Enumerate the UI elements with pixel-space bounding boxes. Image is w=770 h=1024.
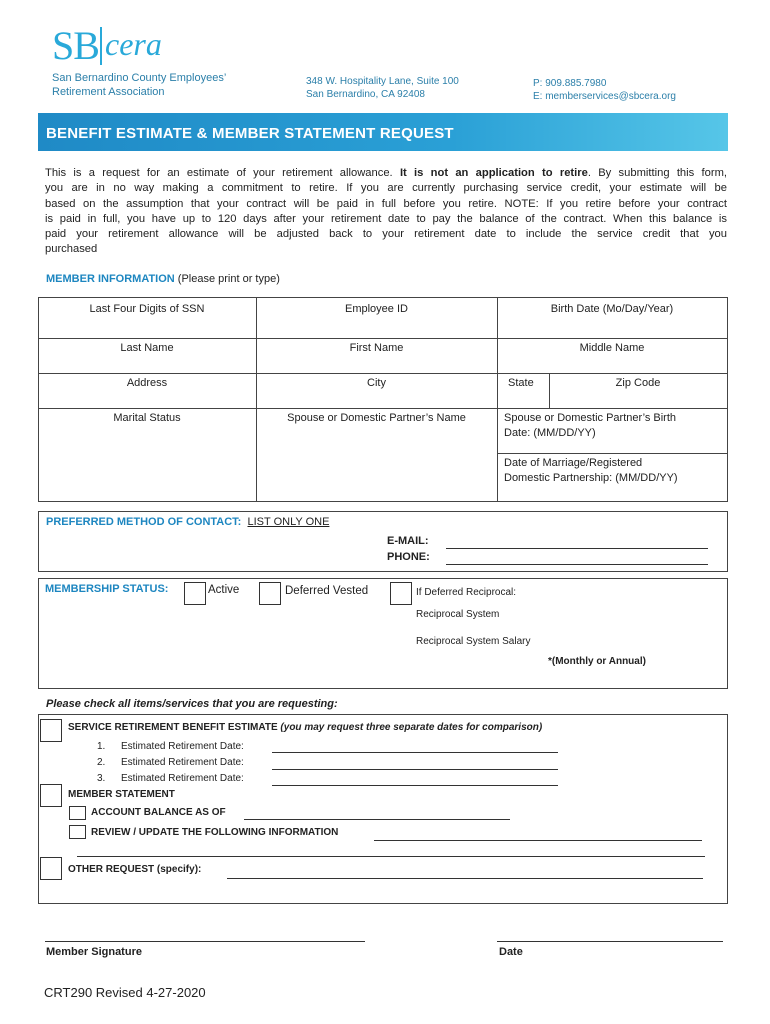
review-update-input-line[interactable] bbox=[374, 840, 702, 841]
date-signature-label: Date bbox=[499, 946, 523, 958]
org-name-line2: Retirement Association bbox=[52, 86, 165, 98]
spouse-name-field[interactable]: Spouse or Domestic Partner’s Name bbox=[287, 412, 466, 424]
address-line1: 348 W. Hospitality Lane, Suite 100 bbox=[306, 76, 459, 87]
intro-line-6: purchased bbox=[45, 243, 98, 256]
review-update-checkbox[interactable] bbox=[69, 825, 86, 839]
reciprocal-system-label: Reciprocal System bbox=[416, 609, 500, 620]
spouse-birth-date-field[interactable]: Spouse or Domestic Partner’s Birth Date: (MM/DD/YY) bbox=[504, 412, 676, 439]
last-name-field[interactable]: Last Name bbox=[120, 342, 174, 354]
account-balance-checkbox[interactable] bbox=[69, 806, 86, 820]
email-address: E: memberservices@sbcera.org bbox=[533, 91, 676, 102]
phone-label: PHONE: bbox=[387, 551, 430, 563]
employee-id-field[interactable]: Employee ID bbox=[345, 303, 408, 315]
active-label: Active bbox=[208, 584, 240, 596]
service-estimate-label: SERVICE RETIREMENT BENEFIT ESTIMATE (you may request three separate dates for comparison) bbox=[68, 722, 543, 733]
member-signature-label: Member Signature bbox=[46, 946, 142, 958]
date-2-label: Estimated Retirement Date: bbox=[121, 757, 244, 768]
marital-status-field[interactable]: Marital Status bbox=[113, 412, 181, 424]
service-estimate-checkbox[interactable] bbox=[40, 719, 62, 742]
deferred-reciprocal-checkbox[interactable] bbox=[390, 582, 412, 605]
birth-date-field[interactable]: Birth Date (Mo/Day/Year) bbox=[550, 303, 674, 315]
date-1-input-line[interactable] bbox=[272, 752, 558, 753]
date-2-number: 2. bbox=[97, 757, 106, 768]
form-title: BENEFIT ESTIMATE & MEMBER STATEMENT REQUEST bbox=[46, 125, 454, 142]
deferred-vested-checkbox[interactable] bbox=[259, 582, 281, 605]
email-label: E-MAIL: bbox=[387, 535, 429, 547]
member-signature-line[interactable] bbox=[45, 941, 365, 942]
marriage-date-field[interactable]: Date of Marriage/Registered Domestic Partnership: (MM/DD/YY) bbox=[504, 457, 678, 484]
ssn-field[interactable]: Last Four Digits of SSN bbox=[89, 303, 205, 315]
zip-code-field[interactable]: Zip Code bbox=[615, 377, 661, 389]
date-3-input-line[interactable] bbox=[272, 785, 558, 786]
date-1-number: 1. bbox=[97, 741, 106, 752]
logo-cera: cera bbox=[105, 26, 162, 62]
member-statement-label: MEMBER STATEMENT bbox=[68, 789, 175, 800]
membership-heading: MEMBERSHIP STATUS: bbox=[45, 583, 169, 595]
requests-heading: Please check all items/services that you are requesting: bbox=[46, 698, 338, 710]
phone-number: P: 909.885.7980 bbox=[533, 78, 607, 89]
logo-divider bbox=[100, 27, 102, 65]
review-update-input-line-2[interactable] bbox=[77, 856, 705, 857]
date-1-label: Estimated Retirement Date: bbox=[121, 741, 244, 752]
first-name-field[interactable]: First Name bbox=[349, 342, 404, 354]
other-request-checkbox[interactable] bbox=[40, 857, 62, 880]
state-field[interactable]: State bbox=[508, 377, 534, 389]
account-balance-label: ACCOUNT BALANCE AS OF bbox=[91, 807, 226, 818]
date-signature-line[interactable] bbox=[497, 941, 723, 942]
intro-line-2: you are in no way making a commitment to retire. If you are currently purchasing service credit, your estimate will be bbox=[45, 182, 727, 195]
member-info-heading: MEMBER INFORMATION (Please print or type) bbox=[46, 273, 280, 285]
address-field[interactable]: Address bbox=[126, 377, 168, 389]
date-2-input-line[interactable] bbox=[272, 769, 558, 770]
monthly-annual-note: *(Monthly or Annual) bbox=[548, 656, 646, 667]
address-line2: San Bernardino, CA 92408 bbox=[306, 89, 425, 100]
city-field[interactable]: City bbox=[367, 377, 386, 389]
active-checkbox[interactable] bbox=[184, 582, 206, 605]
phone-input-line[interactable] bbox=[446, 564, 708, 565]
other-request-input-line[interactable] bbox=[227, 878, 703, 879]
deferred-reciprocal-label: If Deferred Reciprocal: bbox=[416, 587, 517, 598]
deferred-vested-label: Deferred Vested bbox=[285, 585, 369, 597]
logo-sb: SB bbox=[52, 23, 99, 68]
form-revision: CRT290 Revised 4-27-2020 bbox=[44, 985, 206, 1000]
reciprocal-salary-label: Reciprocal System Salary bbox=[416, 636, 531, 647]
intro-line-4: is paid in full, you have up to 120 days after your retirement date to pay the balance of the contract. When this balance is bbox=[45, 212, 727, 225]
intro-line-5: paid your retirement allowance will be adjusted back to your retirement date to include the service credit that you bbox=[45, 228, 727, 241]
date-3-number: 3. bbox=[97, 773, 106, 784]
intro-paragraph bbox=[45, 166, 727, 258]
middle-name-field[interactable]: Middle Name bbox=[579, 342, 645, 354]
date-3-label: Estimated Retirement Date: bbox=[121, 773, 244, 784]
account-balance-input-line[interactable] bbox=[244, 819, 510, 820]
member-statement-checkbox[interactable] bbox=[40, 784, 62, 807]
other-request-label: OTHER REQUEST (specify): bbox=[68, 864, 202, 875]
intro-line-3: based on the assumption that your contract will be paid in full before you retire. NOTE: If you retire before your contract bbox=[45, 197, 727, 210]
intro-line-1: This is a request for an estimate of your retirement allowance. It is not an application to retire. By submitting this form, bbox=[45, 167, 727, 179]
email-input-line[interactable] bbox=[446, 548, 708, 549]
contact-heading: PREFERRED METHOD OF CONTACT: LIST ONLY ONE bbox=[46, 516, 330, 528]
org-name-line1: San Bernardino County Employees’ bbox=[52, 72, 227, 84]
review-update-label: REVIEW / UPDATE THE FOLLOWING INFORMATION bbox=[91, 827, 339, 838]
